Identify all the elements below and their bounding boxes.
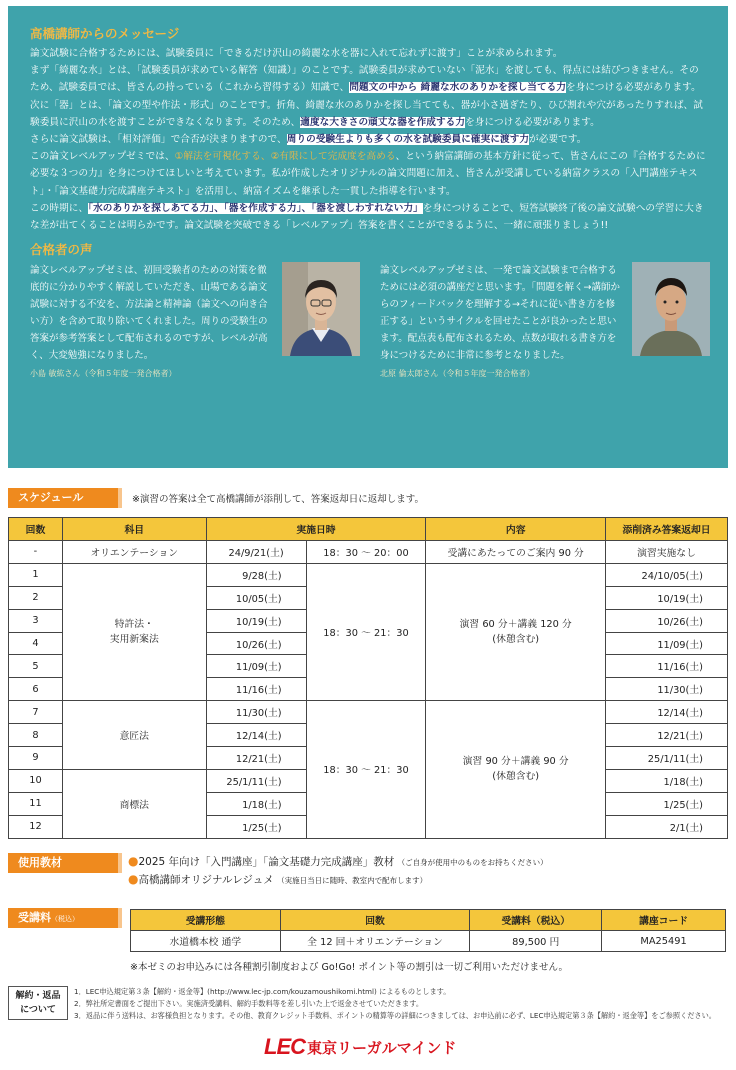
row-no: 4 [9, 632, 63, 655]
row-return: 1/25(土) [606, 792, 728, 815]
message-p6b: を身につけることで、短答試験終了後の論文試験への学習に大きな差が出てくることは明らかです。論文試験を突破できる「レベルアップ」答案を書くことができるように、一緒に頑張りましょう!! [30, 202, 704, 232]
row-no: 9 [9, 747, 63, 770]
row-date: 10/19(土) [206, 609, 306, 632]
fee-table [130, 909, 726, 952]
fee-note: ※本ゼミのお申込みには各種割引制度および Go!Go! ポイント等の割引は一切ご利用いただけません。 [130, 962, 569, 973]
message-p2-highlight: 問題文の中から 綺麗な水のありかを探し当てる力 [349, 82, 567, 94]
row-date: 10/05(土) [206, 586, 306, 609]
schedule-note: ※演習の答案は全て高橋講師が添削して、答案返却日に返却します。 [132, 494, 425, 505]
fee-header-row [131, 910, 726, 931]
subject-patent [62, 563, 206, 700]
message-p2b: を身につける必要があります。 [566, 82, 701, 94]
message-p6-highlight: 「水のありかを探しあてる力」、「器を作成する力」、「器を渡しわすれない力」 [88, 202, 423, 214]
logo-jp: 東京リーガルマインド [307, 1038, 457, 1057]
row-return: 1/18(土) [606, 769, 728, 792]
table-row [9, 563, 728, 586]
row-return: 12/14(土) [606, 701, 728, 724]
time-design-trademark: 18：30 ～ 21：30 [306, 701, 426, 838]
row-no: 3 [9, 609, 63, 632]
refund-label-l2: について [20, 1005, 56, 1015]
refund-line-3: 3．返品に伴う送料は、お客様負担となります。その他、教育クレジット手数料、ポイントの精算等の詳細につきましては、お申込前に必ず、LEC申込規定第３条【解約・返金等】をご参照ください。 [74, 1011, 716, 1020]
table-row [9, 701, 728, 724]
logo-lec: LEC [264, 1034, 305, 1059]
row-date: 12/14(土) [206, 724, 306, 747]
material-item-2 [128, 871, 548, 889]
fee-form: 水道橋本校 通学 [131, 931, 281, 952]
person-2-icon [632, 262, 710, 356]
fee-price: 89,500 円 [470, 931, 602, 952]
row-no: 6 [9, 678, 63, 701]
row-date: 25/1/11(土) [206, 769, 306, 792]
table-row [9, 541, 728, 564]
subject-trademark: 商標法 [62, 769, 206, 838]
message-p6a: この時期に、 [30, 202, 89, 214]
fee-label [8, 908, 120, 928]
row-no: 2 [9, 586, 63, 609]
material-2-text: 高橋講師オリジナルレジュメ [138, 874, 274, 886]
voice-1-name: 小島 敏紘さん（令和５年度一発合格者） [30, 369, 177, 379]
row-no: - [9, 541, 63, 564]
row-content: 受講にあたってのご案内 90 分 [426, 541, 606, 564]
row-return: 10/26(土) [606, 609, 728, 632]
schedule-header-row [9, 518, 728, 541]
content-design-l1: 演習 90 分＋講義 90 分 [462, 756, 569, 768]
refund-text [74, 986, 716, 1022]
fee-header-price: 受講料（税込） [470, 910, 602, 931]
message-p2a: まず「綺麗な水」とは、「試験委員が求めている解答（知識）」のことです。試験委員が求めていない「泥水」を渡しても、得点には結びつきません。そのため、試験委員では、皆さんの持っている（これから習得する）知識で、 [30, 65, 699, 94]
row-return: 11/30(土) [606, 678, 728, 701]
subject-design: 意匠法 [62, 701, 206, 770]
message-p5a: この論文レベルアップゼミでは、 [30, 151, 175, 163]
material-2-note: （実施日当日に随時、教室内で配布します） [277, 876, 428, 885]
schedule-label: スケジュール [8, 488, 120, 508]
refund-label [8, 986, 68, 1020]
fee-header-count: 回数 [280, 910, 470, 931]
fee-count: 全 12 回＋オリエンテーション [280, 931, 470, 952]
content-patent [426, 563, 606, 700]
time-patent: 18：30 ～ 21：30 [306, 563, 426, 700]
message-p4a: さらに論文試験は、「相対評価」で合否が決まりますので、 [30, 134, 287, 146]
message-body [30, 45, 708, 234]
message-p4 [30, 131, 708, 148]
fee-header-form: 受講形態 [131, 910, 281, 931]
message-p6 [30, 200, 708, 234]
voices-title: 合格者の声 [30, 242, 93, 258]
row-date: 11/16(土) [206, 678, 306, 701]
fee-label-text: 受講料 [18, 911, 51, 924]
row-no: 10 [9, 769, 63, 792]
message-p4b: が必要です。 [529, 134, 587, 146]
header-content: 内容 [426, 518, 606, 541]
fee-row [131, 931, 726, 952]
message-title: 高橋講師からのメッセージ [30, 26, 180, 41]
row-date: 1/25(土) [206, 815, 306, 838]
message-p3a: 次に「器」とは、「論文の型や作法・形式」のことです。折角、綺麗な水のありかを探し当てても、器が小さ過ぎたり、ひび割れや穴があったりすれば、試験委員に沢山の水を渡すことができなくなります。そのため、 [30, 99, 703, 128]
message-p2 [30, 62, 708, 96]
message-p1: 論文試験に合格するためには、試験委員に「できるだけ沢山の綺麗な水を器に入れて忘れずに渡す」ことが求められます。 [30, 48, 563, 59]
voice-2-photo [632, 262, 710, 356]
materials-label: 使用教材 [8, 853, 120, 873]
voices [30, 262, 708, 412]
message-p5 [30, 148, 708, 200]
person-1-icon [282, 262, 360, 356]
header-subject: 科目 [62, 518, 206, 541]
row-return: 10/19(土) [606, 586, 728, 609]
row-no: 8 [9, 724, 63, 747]
row-return: 11/09(土) [606, 632, 728, 655]
message-p5-orange: ①解法を可視化する、②有限にして完成度を高める [174, 151, 396, 163]
lec-logo [264, 1034, 456, 1060]
row-date: 10/26(土) [206, 632, 306, 655]
materials-list [128, 853, 548, 889]
fee-header-code: 講座コード [602, 910, 726, 931]
voice-2 [380, 262, 710, 379]
voice-1 [30, 262, 360, 379]
row-no: 12 [9, 815, 63, 838]
material-item-1 [128, 853, 548, 871]
row-no: 1 [9, 563, 63, 586]
message-p3 [30, 97, 708, 131]
row-return: 演習実施なし [606, 541, 728, 564]
message-p4-highlight: 周りの受験生よりも多くの水を試験委員に確実に渡す力 [286, 134, 530, 146]
row-time: 18：30 ～ 20：00 [306, 541, 426, 564]
row-return: 25/1/11(土) [606, 747, 728, 770]
content-patent-l1: 演習 60 分＋講義 120 分 [459, 619, 572, 631]
row-date: 11/30(土) [206, 701, 306, 724]
refund-label-l1: 解約・返品 [15, 991, 61, 1001]
row-date: 1/18(土) [206, 792, 306, 815]
refund-line-2: 2．弊社所定書面をご提出下さい。実施済受講料、解約手数料等を差し引いた上で返金させていただきます。 [74, 999, 424, 1008]
bullet-icon: ● [128, 872, 139, 886]
content-patent-l2: (休憩含む) [492, 634, 540, 646]
material-1-text: 2025 年向け「入門講座」「論文基礎力完成講座」教材 [138, 856, 395, 868]
schedule-table [8, 517, 728, 839]
header-return: 添削済み答案返却日 [606, 518, 728, 541]
material-1-note: （ご自身が使用中のものをお持ちください） [397, 858, 548, 867]
subject-patent-l1: 特許法・ [114, 619, 154, 631]
row-date: 12/21(土) [206, 747, 306, 770]
row-return: 12/21(土) [606, 724, 728, 747]
voice-2-text: 論文レベルアップゼミは、一発で論文試験まで合格するためには必須の講座だと思います。「問題を解く→講師からのフィードバックを理解する→それに従い書き方を修正する」というサイクルを回せたことが良かったと思います。配点表も配布されるため、点数が取れる書き方を身につけるために非常に参考となりました。 [380, 265, 620, 362]
voice-2-name: 北原 倫太郎さん（令和５年度一発合格者） [380, 369, 535, 379]
fee-label-small: （税込） [51, 915, 79, 923]
refund-line-1: 1．LEC申込規定第３条【解約・返金等】(http://www.lec-jp.com/kouzamoushikomi.html) によるものとします。 [74, 987, 451, 996]
row-no: 5 [9, 655, 63, 678]
voice-1-text: 論文レベルアップゼミは、初回受験者のための対策を徹底的に分かりやすく解説していただき、山場である論文試験に対する不安を、方法論と精神論（論文への向き合い方）を含めて取り除いてくれました。周りの受験生の答案が参考答案として配布されるのですが、レベルが高く、大変勉強になりました。 [30, 265, 268, 362]
message-p5b: 、という納富講師の基本方針に従って、皆さんにこの『合格するために必要な３つの力』を身につけてほしいと考えています。私が作成したオリジナルの論文問題に加え、皆さんが受講している納富クラスの「入門講座テキスト」・「論文基礎力完成講座テキスト」を活用し、納富イズムを継承した一貫した指導を行います。 [30, 151, 706, 197]
fee-code: MA25491 [602, 931, 726, 952]
row-date: 11/09(土) [206, 655, 306, 678]
subject-patent-l2: 実用新案法 [109, 634, 159, 646]
content-design-trademark [426, 701, 606, 838]
message-p3b: を身につける必要があります。 [465, 116, 600, 128]
row-return: 11/16(土) [606, 655, 728, 678]
row-return: 24/10/05(土) [606, 563, 728, 586]
header-datetime: 実施日時 [206, 518, 426, 541]
content-design-l2: (休憩含む) [492, 771, 540, 783]
row-return: 2/1(土) [606, 815, 728, 838]
voice-1-photo [282, 262, 360, 356]
bullet-icon: ● [128, 854, 139, 868]
row-date: 24/9/21(土) [206, 541, 306, 564]
row-no: 11 [9, 792, 63, 815]
row-subject: オリエンテーション [62, 541, 206, 564]
message-p3-highlight: 適度な大きさの頑丈な器を作成する力 [300, 116, 466, 128]
row-no: 7 [9, 701, 63, 724]
row-date: 9/28(土) [206, 563, 306, 586]
header-no: 回数 [9, 518, 63, 541]
message-box [8, 6, 728, 468]
